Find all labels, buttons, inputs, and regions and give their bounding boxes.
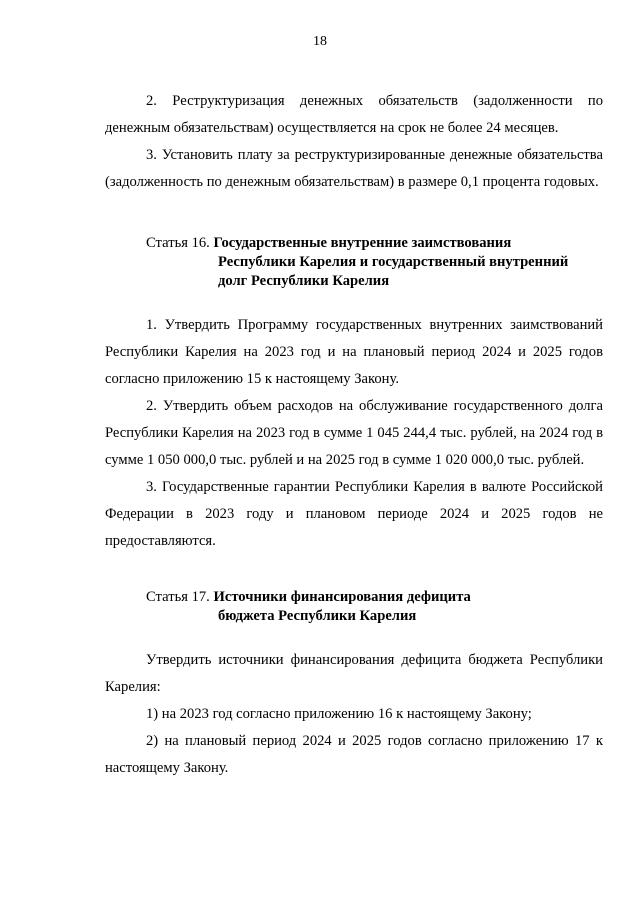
paragraph-restructuring-term: 2. Реструктуризация денежных обязательств (задолженности по денежным обязательствам) осуществляется на срок не более 24 месяцев. [105, 93, 603, 136]
article-16-title-line: Республики Карелия и государственный внутренний [218, 254, 569, 270]
article-16-title-line: долг Республики Карелия [218, 273, 390, 289]
article-16-heading [105, 234, 603, 291]
paragraph-state-guarantees: 3. Государственные гарантии Республики Карелия в валюте Российской Федерации в 2023 году и плановом периоде 2024 и 2025 годов не предоставляются. [105, 479, 603, 549]
paragraph-borrowing-program: 1. Утвердить Программу государственных внутренних заимствований Республики Карелия на 2023 год и на плановый период 2024 и 2025 годов согласно приложению 15 к настоящему Закону. [105, 317, 603, 387]
list-item-planning-period: 2) на плановый период 2024 и 2025 годов согласно приложению 17 к настоящему Закону. [105, 733, 603, 776]
article-17-title [214, 588, 471, 607]
paragraph-debt-service-expenses: 2. Утвердить объем расходов на обслуживание государственного долга Республики Карелия на 2023 год в сумме 1 045 244,4 тыс. рублей, на 2024 год в сумме 1 050 000,0 тыс. рублей и на 2025 год в сумме 1 020 000,0 тыс. рублей. [105, 398, 603, 468]
article-16-title-line: Государственные внутренние заимствования [213, 235, 512, 251]
page-number: 18 [313, 34, 327, 49]
article-17-number: Статья 17. [146, 589, 210, 605]
article-16-title [214, 234, 512, 253]
article-17-title-line: бюджета Республики Карелия [218, 608, 417, 624]
article-16-number: Статья 16. [146, 235, 210, 251]
paragraph-restructuring-fee: 3. Установить плату за реструктуризированные денежные обязательства (задолженность по денежным обязательствам) в размере 0,1 процента годовых. [105, 147, 603, 190]
article-17-title-line: Источники финансирования дефицита [213, 589, 471, 605]
list-item-2023: 1) на 2023 год согласно приложению 16 к настоящему Закону; [146, 706, 532, 722]
paragraph-deficit-sources: Утвердить источники финансирования дефицита бюджета Республики Карелия: [105, 652, 603, 695]
document-body [105, 88, 603, 782]
article-17-heading [105, 588, 603, 626]
